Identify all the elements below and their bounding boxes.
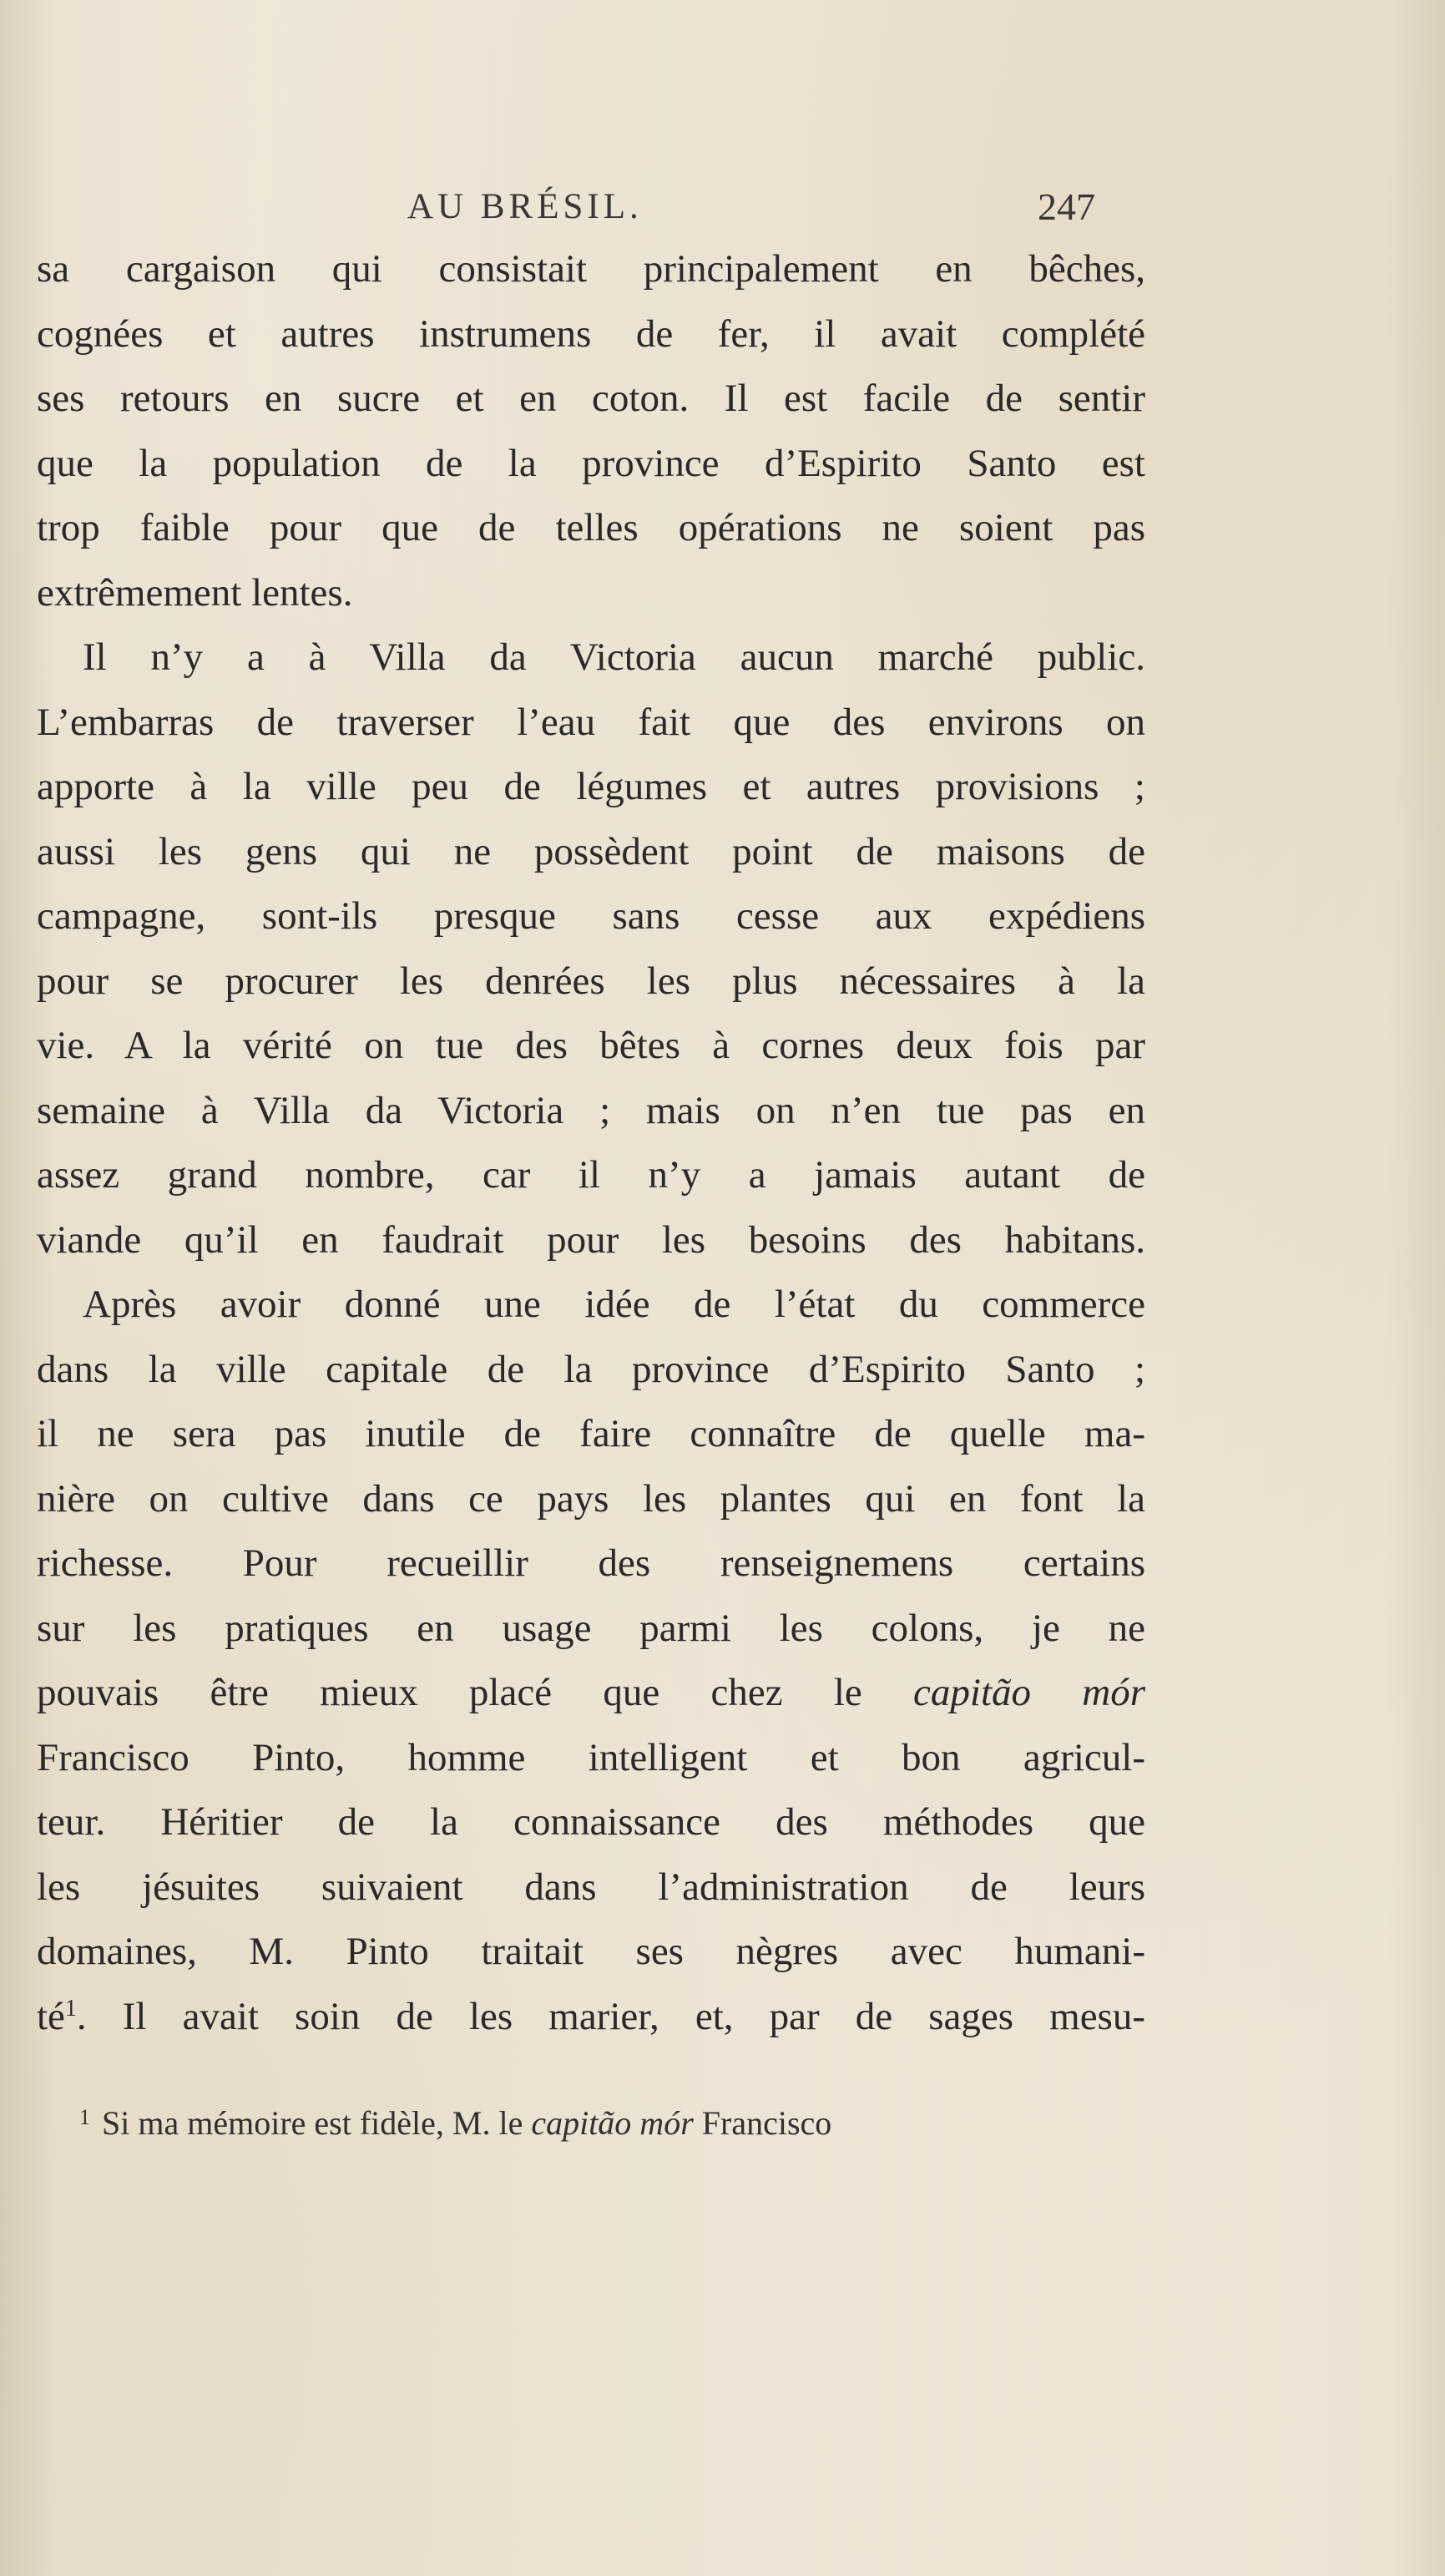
text-line: vie. A la vérité on tue des bêtes à cornes deux fois par xyxy=(37,1024,1145,1067)
text-line: richesse. Pour recueillir des renseignemens certains xyxy=(37,1541,1145,1585)
text-line: Francisco Pinto, homme intelligent et bon agricul- xyxy=(37,1735,1145,1779)
text-line: trop faible pour que de telles opérations ne soient pas xyxy=(37,506,1145,549)
text-line: cognées et autres instrumens de fer, il avait complété xyxy=(37,311,1145,356)
footnote-reference[interactable]: 1 xyxy=(64,1995,77,2022)
text-line: nière on cultive dans ce pays les plantes qui en font la xyxy=(37,1476,1145,1521)
text-line: domaines, M. Pinto traitait ses nègres avec humani- xyxy=(37,1930,1145,1973)
text-line: que la population de la province d’Espirito Santo est xyxy=(37,441,1145,485)
running-head xyxy=(0,182,1445,232)
text-line xyxy=(37,1985,1145,2050)
text-line: sa cargaison qui consistait principalement en bêches, xyxy=(37,247,1145,291)
text-line: il ne sera pas inutile de faire connaître de quelle ma- xyxy=(37,1412,1145,1455)
paragraph-start-line: Il n’y a à Villa da Victoria aucun marché public. xyxy=(83,635,1145,679)
footnote-italic-term: capitão mór xyxy=(531,2104,694,2142)
text-segment: té xyxy=(37,1994,65,2038)
text-line: ses retours en sucre et en coton. Il est facile de sentir xyxy=(37,377,1145,420)
footnote-text: Francisco xyxy=(701,2104,832,2142)
text-line: L’embarras de traverser l’eau fait que des environs on xyxy=(37,700,1145,744)
body-text xyxy=(37,237,1145,2049)
footnote-mark: 1 xyxy=(79,2105,90,2129)
paragraph-start-line: Après avoir donné une idée de l’état du commerce xyxy=(83,1283,1145,1326)
text-line: les jésuites suivaient dans l’administration de leurs xyxy=(37,1865,1145,1909)
page-number: 247 xyxy=(1038,185,1095,228)
text-line: extrêmement lentes. xyxy=(37,570,353,615)
running-title: AU BRÉSIL. xyxy=(407,187,643,226)
text-segment: . Il avait soin de les marier, et, par de sages mesu- xyxy=(76,1994,1145,2038)
text-line: assez grand nombre, car il n’y a jamais autant de xyxy=(37,1153,1145,1197)
text-segment: pouvais être mieux placé que chez le xyxy=(37,1671,862,1714)
text-line: teur. Héritier de la connaissance des méthodes que xyxy=(37,1800,1145,1844)
text-line: dans la ville capitale de la province d’Espirito Santo ; xyxy=(37,1347,1145,1391)
text-line xyxy=(37,1661,1145,1726)
text-line: sur les pratiques en usage parmi les colons, je ne xyxy=(37,1606,1145,1650)
footnote xyxy=(79,2096,1148,2151)
footnote-text: Si ma mémoire est fidèle, M. le xyxy=(102,2104,523,2142)
text-line: aussi les gens qui ne possèdent point de maisons de xyxy=(37,829,1145,873)
text-line: apporte à la ville peu de légumes et autres provisions ; xyxy=(37,765,1145,808)
text-line: campagne, sont-ils presque sans cesse aux expédiens xyxy=(37,894,1145,938)
text-line: viande qu’il en faudrait pour les besoins des habitans. xyxy=(37,1217,1145,1262)
text-line: pour se procurer les denrées les plus nécessaires à la xyxy=(37,959,1145,1003)
italic-term: capitão mór xyxy=(913,1671,1145,1714)
text-line: semaine à Villa da Victoria ; mais on n’en tue pas en xyxy=(37,1088,1145,1132)
